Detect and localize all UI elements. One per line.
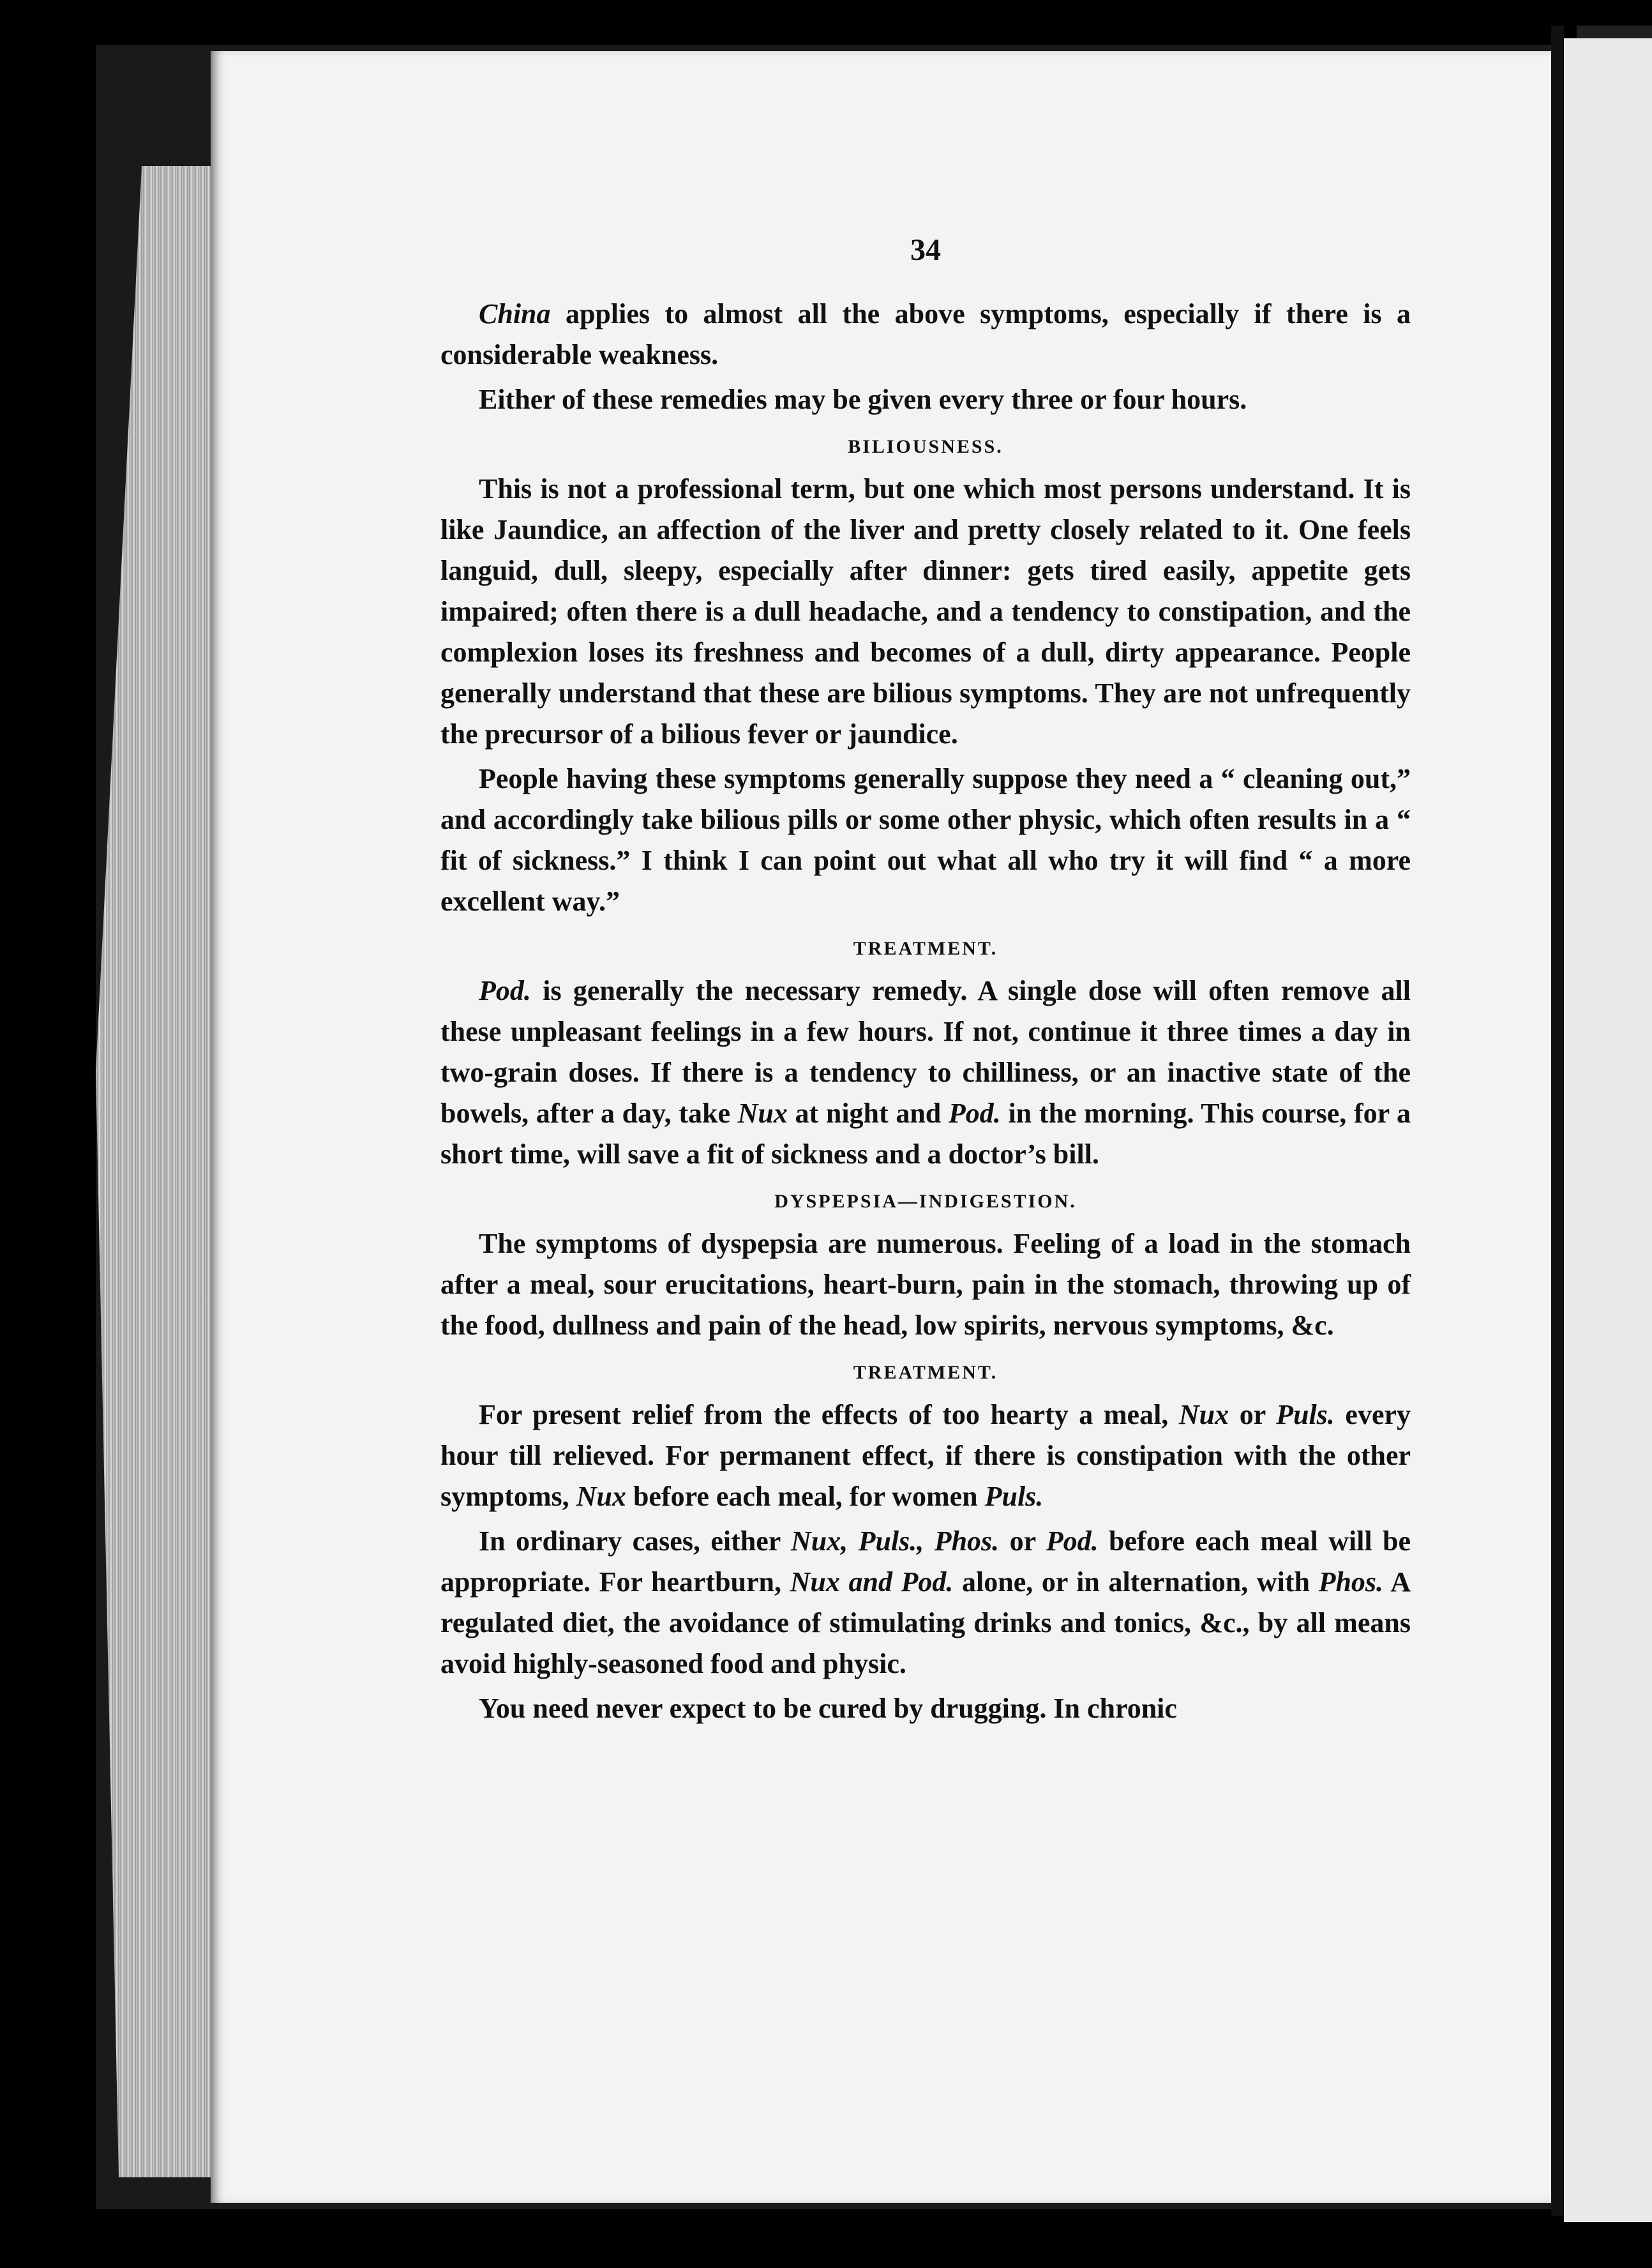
biliousness-paragraph-2: People having these symptoms generally suppose they need a “ cleaning out,” and accordingly take bilious pills or some other physic, which often results in a “ fit of sickness.” I think I can point out what all who try it will find “ a more excellent way.”: [440, 763, 1411, 917]
biliousness-paragraph-1: This is not a professional term, but one which most persons understand. It is like Jaundice, an affection of the liver and pretty closely related to it. One feels languid, dull, sleepy, especially after dinner: gets tired easily, appetite gets impaired; often there is a dull headache, and a tendency to constipation, and the complexion loses its freshness and becomes of a dull, dirty appearance. People generally understand that these are bilious symptoms. They are not unfrequently the precursor of a bilious fever or jaundice.: [440, 473, 1411, 750]
text-run: In ordinary cases, either: [479, 1525, 791, 1557]
text-run: A regulated diet, the avoidance of stimulating drinks and tonics, &c., by all means avoid highly-seasoned food and physic.: [440, 1566, 1411, 1679]
intro-paragraph-text: applies to almost all the above symptoms, especially if there is a considerable weakness.: [440, 298, 1411, 370]
intro-paragraph-text: Either of these remedies may be given every three or four hours.: [479, 384, 1247, 415]
text-run: or: [1229, 1399, 1277, 1430]
italic-run: Nux: [576, 1481, 626, 1512]
text-run: You need never expect to be cured by drugging. In chronic: [479, 1693, 1177, 1724]
intro-paragraph-2: [440, 379, 1411, 420]
dyspepsia-paragraph-1: The symptoms of dyspepsia are numerous. Feeling of a load in the stomach after a meal, sour erucitations, heart-burn, pain in the stomach, throwing up of the food, dullness and pain of the head, low spirits, nervous symptoms, &c.: [440, 1228, 1411, 1341]
treatment-2-paragraph-2: [440, 1521, 1411, 1684]
italic-run: Nux: [1178, 1399, 1229, 1430]
italic-run: Nux and Pod.: [790, 1566, 954, 1598]
section-heading-treatment-1: TREATMENT.: [853, 938, 998, 959]
book-gutter: [1551, 26, 1564, 2216]
italic-run: Pod.: [948, 1098, 1001, 1129]
text-run: before each meal will be appropriate. For heartburn,: [440, 1525, 1411, 1598]
italic-run: Pod.: [1046, 1525, 1099, 1557]
italic-run: Puls.: [984, 1481, 1044, 1512]
treatment-2-paragraph-1: [440, 1395, 1411, 1517]
page-text: [440, 217, 1411, 1733]
text-run: in the morning. This course, for a short time, will save a fit of sickness and a doctor’s bill.: [440, 1098, 1411, 1170]
intro-lead-italic: China: [479, 298, 551, 329]
section-heading-treatment-2: TREATMENT.: [853, 1362, 998, 1383]
treatment-1-paragraph-1: [440, 971, 1411, 1175]
page-number: 34: [910, 233, 941, 267]
facing-page: [1564, 38, 1652, 2222]
text-run: or: [999, 1525, 1046, 1557]
text-run: For present relief from the effects of too hearty a meal,: [479, 1399, 1179, 1430]
text-run: before each meal, for women: [626, 1481, 985, 1512]
section-heading-dyspepsia: DYSPEPSIA—INDIGESTION.: [774, 1191, 1077, 1212]
italic-run: Nux: [737, 1098, 788, 1129]
text-run: every hour till relieved. For permanent effect, if there is constipation with the other symptoms,: [440, 1399, 1411, 1512]
section-heading-biliousness: BILIOUSNESS.: [848, 436, 1003, 457]
italic-run: Nux, Puls., Phos.: [790, 1525, 1000, 1557]
italic-run: Phos.: [1318, 1566, 1384, 1598]
text-run: at night and: [787, 1098, 949, 1129]
text-run: alone, or in alternation, with: [953, 1566, 1319, 1598]
text-run: is generally the necessary remedy. A single dose will often remove all these unpleasant feelings in a few hours. If not, continue it three times a day in two-grain doses. If there is a tendency to chilliness, or an inactive state of the bowels, after a day, take: [440, 975, 1411, 1129]
treatment-2-paragraph-3: [440, 1688, 1411, 1729]
italic-run: Puls.: [1276, 1399, 1335, 1430]
intro-paragraph-1: [440, 294, 1411, 375]
italic-run: Pod.: [479, 975, 531, 1006]
